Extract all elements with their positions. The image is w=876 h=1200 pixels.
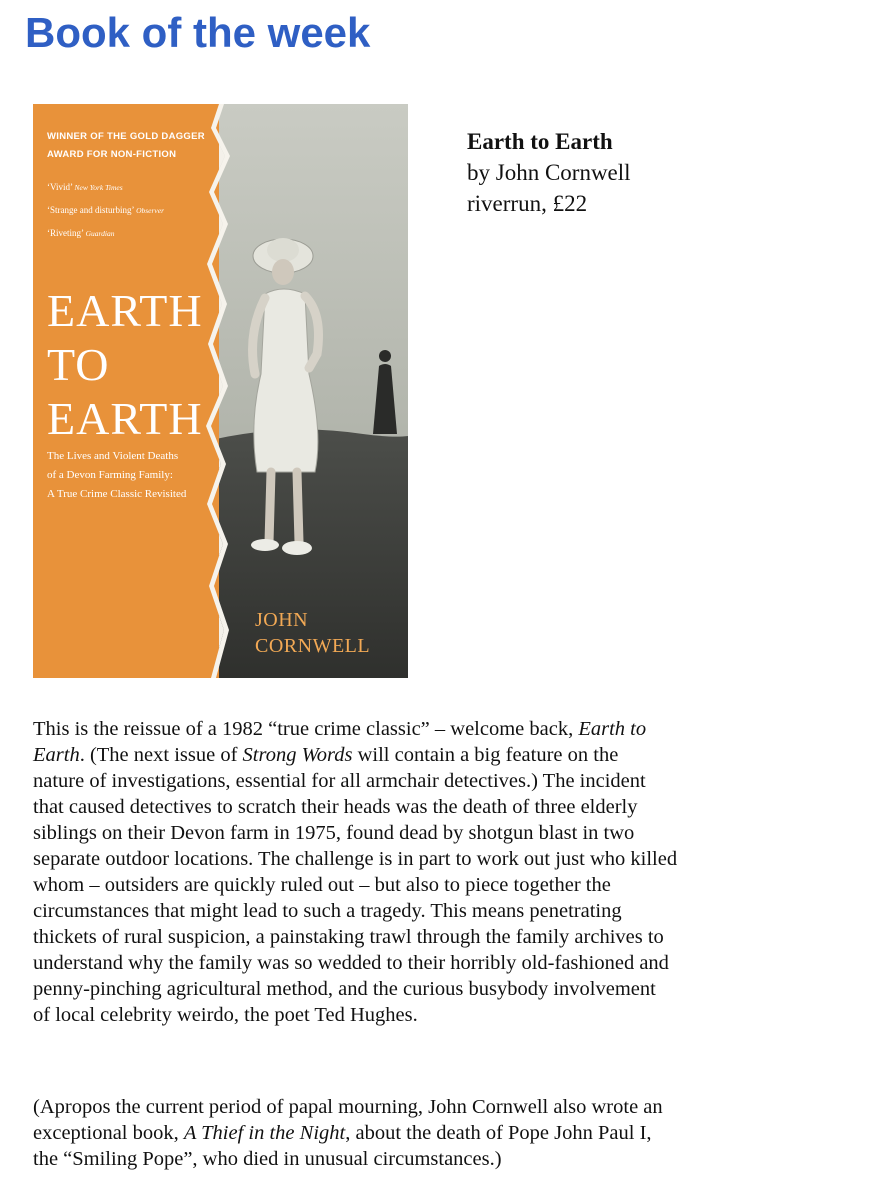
text-line: the “Smiling Pope”, who died in unusual circumstances.) bbox=[33, 1148, 502, 1170]
italic-title: Strong Words bbox=[242, 744, 353, 766]
quote-text: ‘Strange and disturbing’ bbox=[47, 205, 134, 215]
quote-text: ‘Vivid’ bbox=[47, 182, 73, 192]
cover-subtitle-line: A True Crime Classic Revisited bbox=[47, 488, 187, 500]
italic-title: Earth to bbox=[578, 718, 647, 740]
text-line: of local celebrity weirdo, the poet Ted Hughes. bbox=[33, 1004, 418, 1026]
cover-author-line: JOHN bbox=[255, 609, 309, 631]
italic-title: A Thief in the Night bbox=[183, 1122, 346, 1144]
text-line: This is the reissue of a 1982 “true crime classic” – welcome back, Earth to bbox=[33, 718, 647, 740]
cover-title bbox=[47, 284, 203, 446]
text-line: Earth. (The next issue of Strong Words will contain a big feature on the bbox=[33, 744, 619, 766]
book-details bbox=[467, 126, 631, 219]
cover-title-line: TO bbox=[47, 339, 110, 390]
review-paragraph-1 bbox=[33, 716, 843, 1028]
cover-award-line: AWARD FOR NON-FICTION bbox=[47, 149, 177, 160]
book-cover bbox=[33, 104, 408, 678]
quote-source: Observer bbox=[136, 206, 164, 215]
cover-quotes bbox=[47, 176, 222, 245]
text-line: siblings on their Devon farm in 1975, found dead by shotgun blast in two bbox=[33, 822, 635, 844]
book-byline: by John Cornwell bbox=[467, 160, 631, 185]
cover-quote bbox=[47, 199, 222, 222]
italic-title: Earth bbox=[33, 744, 80, 766]
book-title: Earth to Earth bbox=[467, 129, 613, 154]
text-line: nature of investigations, essential for all armchair detectives.) The incident bbox=[33, 770, 646, 792]
quote-source: New York Times bbox=[74, 183, 123, 192]
cover-subtitle bbox=[47, 447, 227, 504]
cover-award bbox=[47, 128, 217, 164]
text-line: (Apropos the current period of papal mourning, John Cornwell also wrote an bbox=[33, 1096, 663, 1118]
quote-source: Guardian bbox=[85, 229, 115, 238]
text-line: separate outdoor locations. The challenge is in part to work out just who killed bbox=[33, 848, 678, 870]
text-line: penny-pinching agricultural method, and the curious busybody involvement bbox=[33, 978, 656, 1000]
cover-award-line: WINNER OF THE GOLD DAGGER bbox=[47, 131, 205, 142]
cover-title-line: EARTH bbox=[47, 393, 203, 444]
page-heading: Book of the week bbox=[25, 9, 371, 56]
cover-title-line: EARTH bbox=[47, 285, 203, 336]
text-line: exceptional book, A Thief in the Night, about the death of Pope John Paul I, bbox=[33, 1122, 652, 1144]
book-publisher-price: riverrun, £22 bbox=[467, 191, 588, 216]
text-line: thickets of rural suspicion, a painstaking trawl through the family archives to bbox=[33, 926, 664, 948]
review-paragraph-2 bbox=[33, 1094, 843, 1172]
text-line: whom – outsiders are quickly ruled out – but also to piece together the bbox=[33, 874, 611, 896]
cover-subtitle-line: The Lives and Violent Deaths bbox=[47, 450, 179, 462]
cover-author-line: CORNWELL bbox=[255, 635, 371, 657]
text-line: circumstances that might lead to such a tragedy. This means penetrating bbox=[33, 900, 622, 922]
cover-quote bbox=[47, 176, 222, 199]
cover-subtitle-line: of a Devon Farming Family: bbox=[47, 469, 173, 481]
cover-author bbox=[255, 607, 370, 659]
text-line: understand why the family was so wedded to their horribly old-fashioned and bbox=[33, 952, 669, 974]
quote-text: ‘Riveting’ bbox=[47, 228, 84, 238]
text-line: that caused detectives to scratch their heads was the death of three elderly bbox=[33, 796, 638, 818]
cover-quote bbox=[47, 222, 222, 245]
